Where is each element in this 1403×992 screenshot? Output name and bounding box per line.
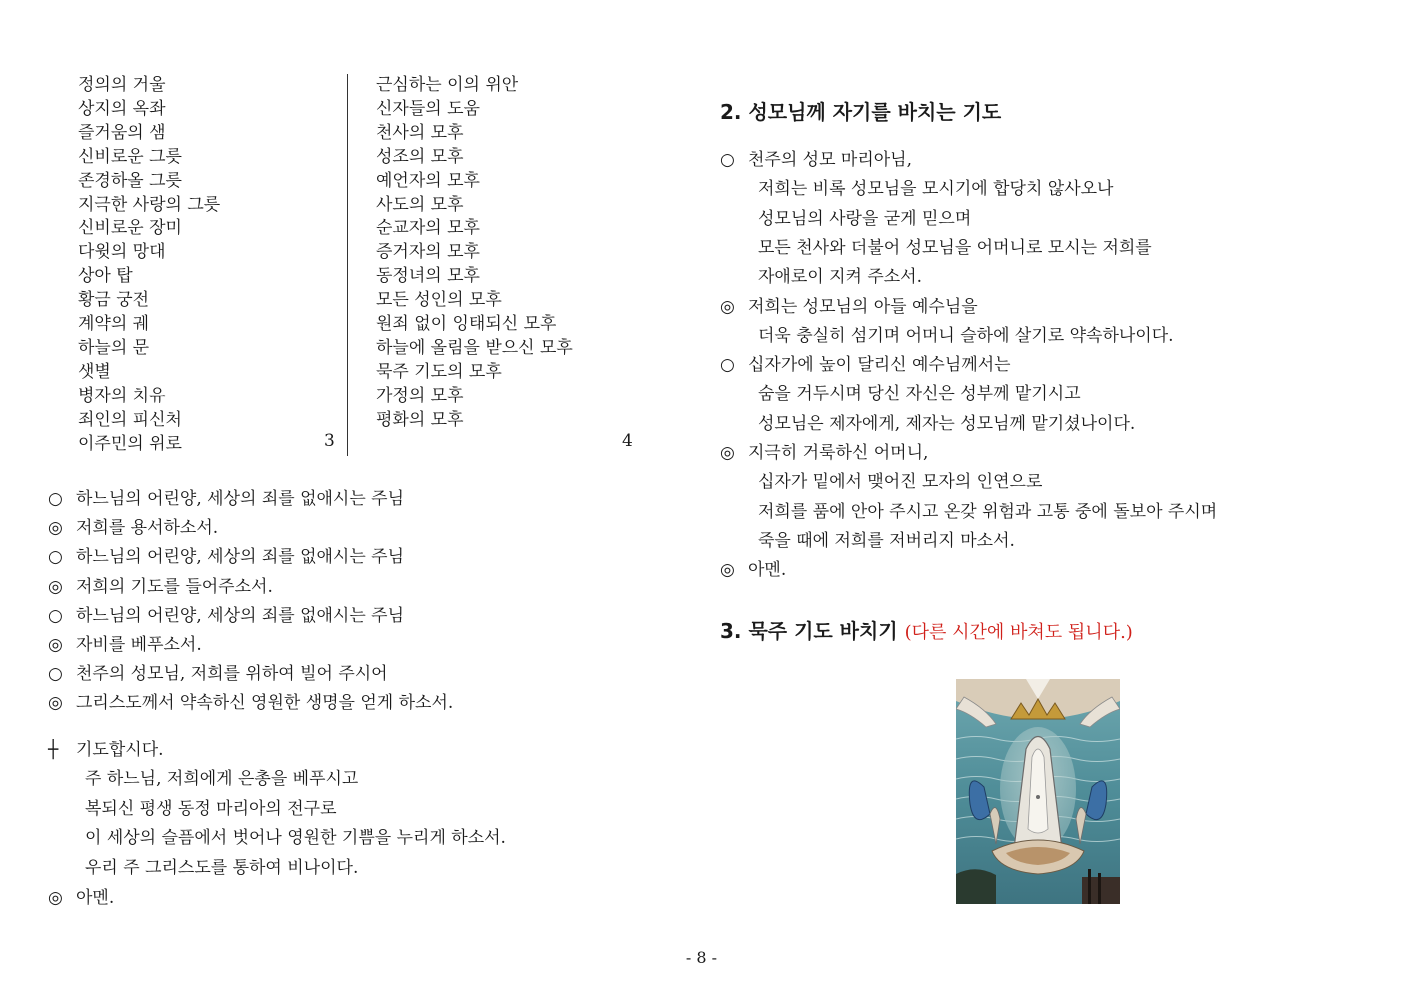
column-number-left: 3 — [324, 431, 335, 451]
agnus-text: 하느님의 어린양, 세상의 죄를 없애시는 주님 — [76, 489, 405, 509]
section2-text: 십자가에 높이 달리신 예수님께서는 — [748, 355, 1011, 376]
section2-line — [720, 438, 928, 463]
section2-line — [720, 292, 978, 317]
agnus-line — [48, 484, 404, 509]
section2-line: 더욱 충실히 섬기며 어머니 슬하에 살기로 약속하나이다. — [758, 325, 1174, 346]
column-divider — [347, 74, 348, 456]
prayer-title: 기도합시다. — [76, 740, 164, 760]
section2-heading: 2. 성모님께 자기를 바치는 기도 — [720, 100, 1002, 124]
litany-item: 신자들의 도움 — [376, 98, 480, 119]
litany-item: 근심하는 이의 위안 — [376, 75, 519, 95]
section2-line — [720, 350, 1011, 375]
litany-item: 원죄 없이 잉태되신 모후 — [376, 314, 557, 334]
response-icon: ◎ — [48, 693, 63, 714]
litany-item: 즐거움의 샘 — [78, 122, 166, 143]
agnus-line — [48, 513, 218, 538]
section2-line: 자애로이 지켜 주소서. — [758, 267, 923, 288]
litany-item: 동정녀의 모후 — [376, 266, 480, 287]
response-icon: ◎ — [720, 296, 735, 317]
litany-item: 증거자의 모후 — [376, 242, 480, 263]
litany-item: 존경하올 그릇 — [78, 170, 182, 191]
versicle-icon: ○ — [48, 489, 63, 509]
response-icon: ◎ — [48, 888, 63, 908]
response-icon: ◎ — [720, 560, 735, 581]
litany-item: 하늘에 올림을 받으신 모후 — [376, 337, 573, 358]
section2-line: 십자가 밑에서 맺어진 모자의 인연으로 — [758, 472, 1043, 493]
litany-item: 샛별 — [78, 361, 111, 382]
litany-item: 순교자의 모후 — [376, 218, 480, 239]
section2-text: 천주의 성모 마리아님, — [748, 150, 913, 170]
cross-icon: ┼ — [48, 740, 59, 760]
prayer-amen: 아멘. — [76, 888, 115, 908]
prayer-line: 복되신 평생 동정 마리아의 전구로 — [85, 798, 337, 819]
page-number: - 8 - — [685, 948, 718, 967]
section2-line: 성모님은 제자에게, 제자는 성모님께 맡기셨나이다. — [758, 413, 1136, 434]
section2-line: 죽을 때에 저희를 저버리지 마소서. — [758, 530, 1015, 551]
section2-line: 저희는 비록 성모님을 모시기에 합당치 않사오나 — [758, 179, 1114, 200]
litany-item: 성조의 모후 — [376, 146, 464, 167]
section2-text: 아멘. — [748, 560, 787, 581]
litany-item: 천사의 모후 — [376, 122, 464, 143]
agnus-line — [48, 630, 202, 655]
section2-text: 저희는 성모님의 아들 예수님을 — [748, 296, 978, 317]
section3-note: (다른 시간에 바쳐도 됩니다.) — [904, 622, 1133, 643]
litany-item: 병자의 치유 — [78, 385, 166, 406]
section2-line — [720, 145, 912, 170]
prayer-line: 주 하느님, 저희에게 은총을 베푸시고 — [85, 769, 359, 789]
response-icon: ◎ — [48, 518, 63, 539]
litany-item: 사도의 모후 — [376, 194, 464, 215]
section2-line: 모든 천사와 더불어 성모님을 어머니로 모시는 저희를 — [758, 237, 1152, 258]
agnus-line — [48, 688, 453, 713]
versicle-icon: ○ — [48, 664, 63, 685]
section3-heading-line — [720, 615, 1133, 644]
versicle-icon: ○ — [720, 355, 735, 376]
section2-line: 숨을 거두시며 당신 자신은 성부께 맡기시고 — [758, 384, 1081, 405]
litany-item: 계약의 궤 — [78, 314, 150, 334]
litany-item: 상지의 옥좌 — [78, 98, 166, 119]
litany-item: 황금 궁전 — [78, 290, 150, 311]
response-icon: ◎ — [48, 576, 63, 597]
litany-item: 예언자의 모후 — [376, 170, 480, 191]
litany-item: 죄인의 피신처 — [78, 409, 182, 430]
agnus-line — [48, 601, 404, 626]
versicle-icon: ○ — [48, 605, 63, 626]
agnus-text: 자비를 베푸소서. — [76, 635, 202, 655]
section2-line: 성모님의 사랑을 굳게 믿으며 — [758, 208, 972, 229]
prayer-line: 우리 주 그리스도를 통하여 비나이다. — [85, 857, 359, 878]
agnus-text: 하느님의 어린양, 세상의 죄를 없애시는 주님 — [76, 605, 405, 626]
agnus-text: 저희의 기도를 들어주소서. — [76, 576, 273, 597]
litany-item: 하늘의 문 — [78, 337, 150, 358]
litany-item: 신비로운 장미 — [78, 218, 182, 239]
litany-item: 지극한 사랑의 그릇 — [78, 194, 221, 215]
prayer-title-line — [48, 735, 164, 760]
section2-text: 지극히 거룩하신 어머니, — [748, 443, 929, 463]
litany-item: 이주민의 위로 — [78, 433, 182, 454]
versicle-icon: ○ — [48, 547, 63, 568]
section3-heading: 3. 묵주 기도 바치기 — [720, 619, 898, 643]
section2-line — [720, 555, 786, 580]
response-icon: ◎ — [48, 635, 63, 655]
section2-line: 저희를 품에 안아 주시고 온갖 위험과 고통 중에 돌보아 주시며 — [758, 501, 1218, 522]
litany-item: 다윗의 망대 — [78, 242, 166, 263]
madonna-painting — [956, 679, 1120, 904]
litany-item: 묵주 기도의 모후 — [376, 361, 502, 382]
agnus-text: 하느님의 어린양, 세상의 죄를 없애시는 주님 — [76, 547, 405, 568]
agnus-text: 그리스도께서 약속하신 영원한 생명을 얻게 하소서. — [76, 693, 454, 714]
agnus-line — [48, 542, 404, 567]
litany-item: 신비로운 그릇 — [78, 146, 182, 167]
litany-item: 모든 성인의 모후 — [376, 290, 502, 311]
litany-item: 평화의 모후 — [376, 409, 464, 430]
column-number-right: 4 — [622, 431, 633, 451]
agnus-line — [48, 659, 388, 684]
litany-item: 가정의 모후 — [376, 385, 464, 406]
response-icon: ◎ — [720, 443, 735, 463]
agnus-line — [48, 572, 273, 597]
agnus-text: 저희를 용서하소서. — [76, 518, 219, 539]
agnus-text: 천주의 성모님, 저희를 위하여 빌어 주시어 — [76, 664, 388, 685]
litany-item: 상아 탑 — [78, 266, 133, 287]
prayer-line: 이 세상의 슬픔에서 벗어나 영원한 기쁨을 누리게 하소서. — [85, 828, 506, 848]
prayer-amen-line — [48, 883, 114, 908]
litany-item: 정의의 거울 — [78, 75, 166, 95]
versicle-icon: ○ — [720, 150, 735, 170]
